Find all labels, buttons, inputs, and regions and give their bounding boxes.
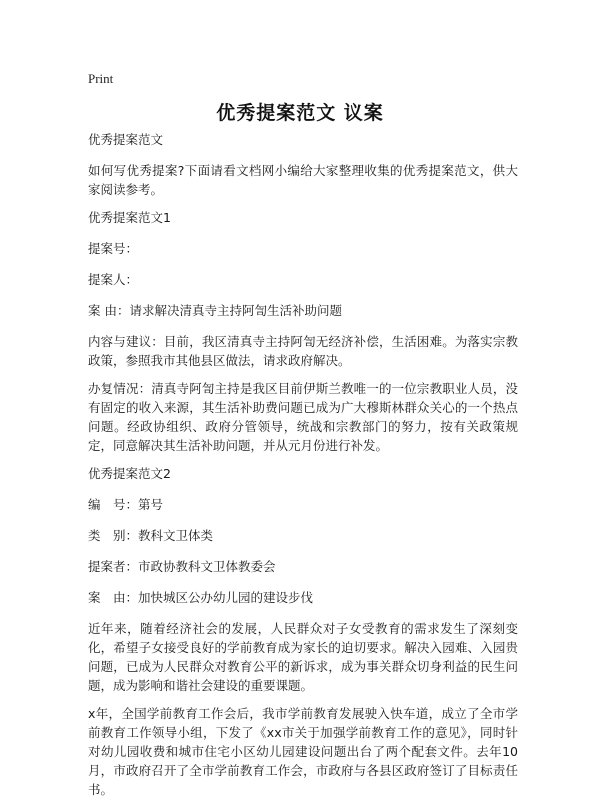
subject-line-1: 案 由：请求解决清真寺主持阿訇生活补助问题 bbox=[88, 303, 342, 318]
proposal-number-line: 提案号： bbox=[88, 241, 139, 256]
background-paragraph: 近年来，随着经济社会的发展，人民群众对子女受教育的需求发生了深刻变化，希望子女接受良好的学前教育成为家长的迫切要求。解决入园难、入园贵问题，已成为人民群众对教育公平的新诉求，成为事关群众切身利益的民生问题，成为影响和谐社会建设的重要课题。 bbox=[88, 621, 518, 693]
section-heading-1: 优秀提案范文1 bbox=[88, 210, 171, 225]
content-suggestion-paragraph: 内容与建议：目前，我区清真寺主持阿訇无经济补偿，生活困难。为落实宗教政策，参照我市其他县区做法，请求政府解决。 bbox=[88, 334, 518, 368]
reply-status-paragraph: 办复情况：清真寺阿訇主持是我区目前伊斯兰教唯一的一位宗教职业人员，没有固定的收入来源，其生活补助费问题已成为广大穆斯林群众关心的一个热点问题。经政协组织、政府分管领导，统战和宗教部门的努力，按有关政策规定，同意解决其生活补助问题，并从元月份进行补发。 bbox=[88, 381, 518, 453]
proposer-line: 提案人： bbox=[88, 272, 139, 287]
intro-heading: 优秀提案范文 bbox=[88, 132, 164, 147]
document-title: 优秀提案范文 议案 bbox=[216, 102, 384, 124]
print-label: Print bbox=[88, 71, 114, 86]
document-body bbox=[88, 130, 518, 808]
proposer-org-line: 提案者：市政协教科文卫体教委会 bbox=[88, 559, 276, 574]
category-line: 类 别：教科文卫体类 bbox=[88, 528, 214, 543]
section-heading-2: 优秀提案范文2 bbox=[88, 466, 171, 481]
subject-line-2: 案 由：加快城区公办幼儿园的建设步伐 bbox=[88, 590, 314, 605]
progress-paragraph: x年，全国学前教育工作会后，我市学前教育发展驶入快车道，成立了全市学前教育工作领导小组，下发了《xx市关于加强学前教育工作的意见》，同时针对幼儿园收费和城市住宅小区幼儿园建设问题出台了两个配套文件。去年10月，市政府召开了全市学前教育工作会，市政府与各县区政府签订了目标责任书。 bbox=[88, 706, 518, 797]
intro-paragraph: 如何写优秀提案?下面请看文档网小编给大家整理收集的优秀提案范文，供大家阅读参考。 bbox=[88, 163, 518, 197]
number-line: 编 号：第号 bbox=[88, 497, 164, 512]
